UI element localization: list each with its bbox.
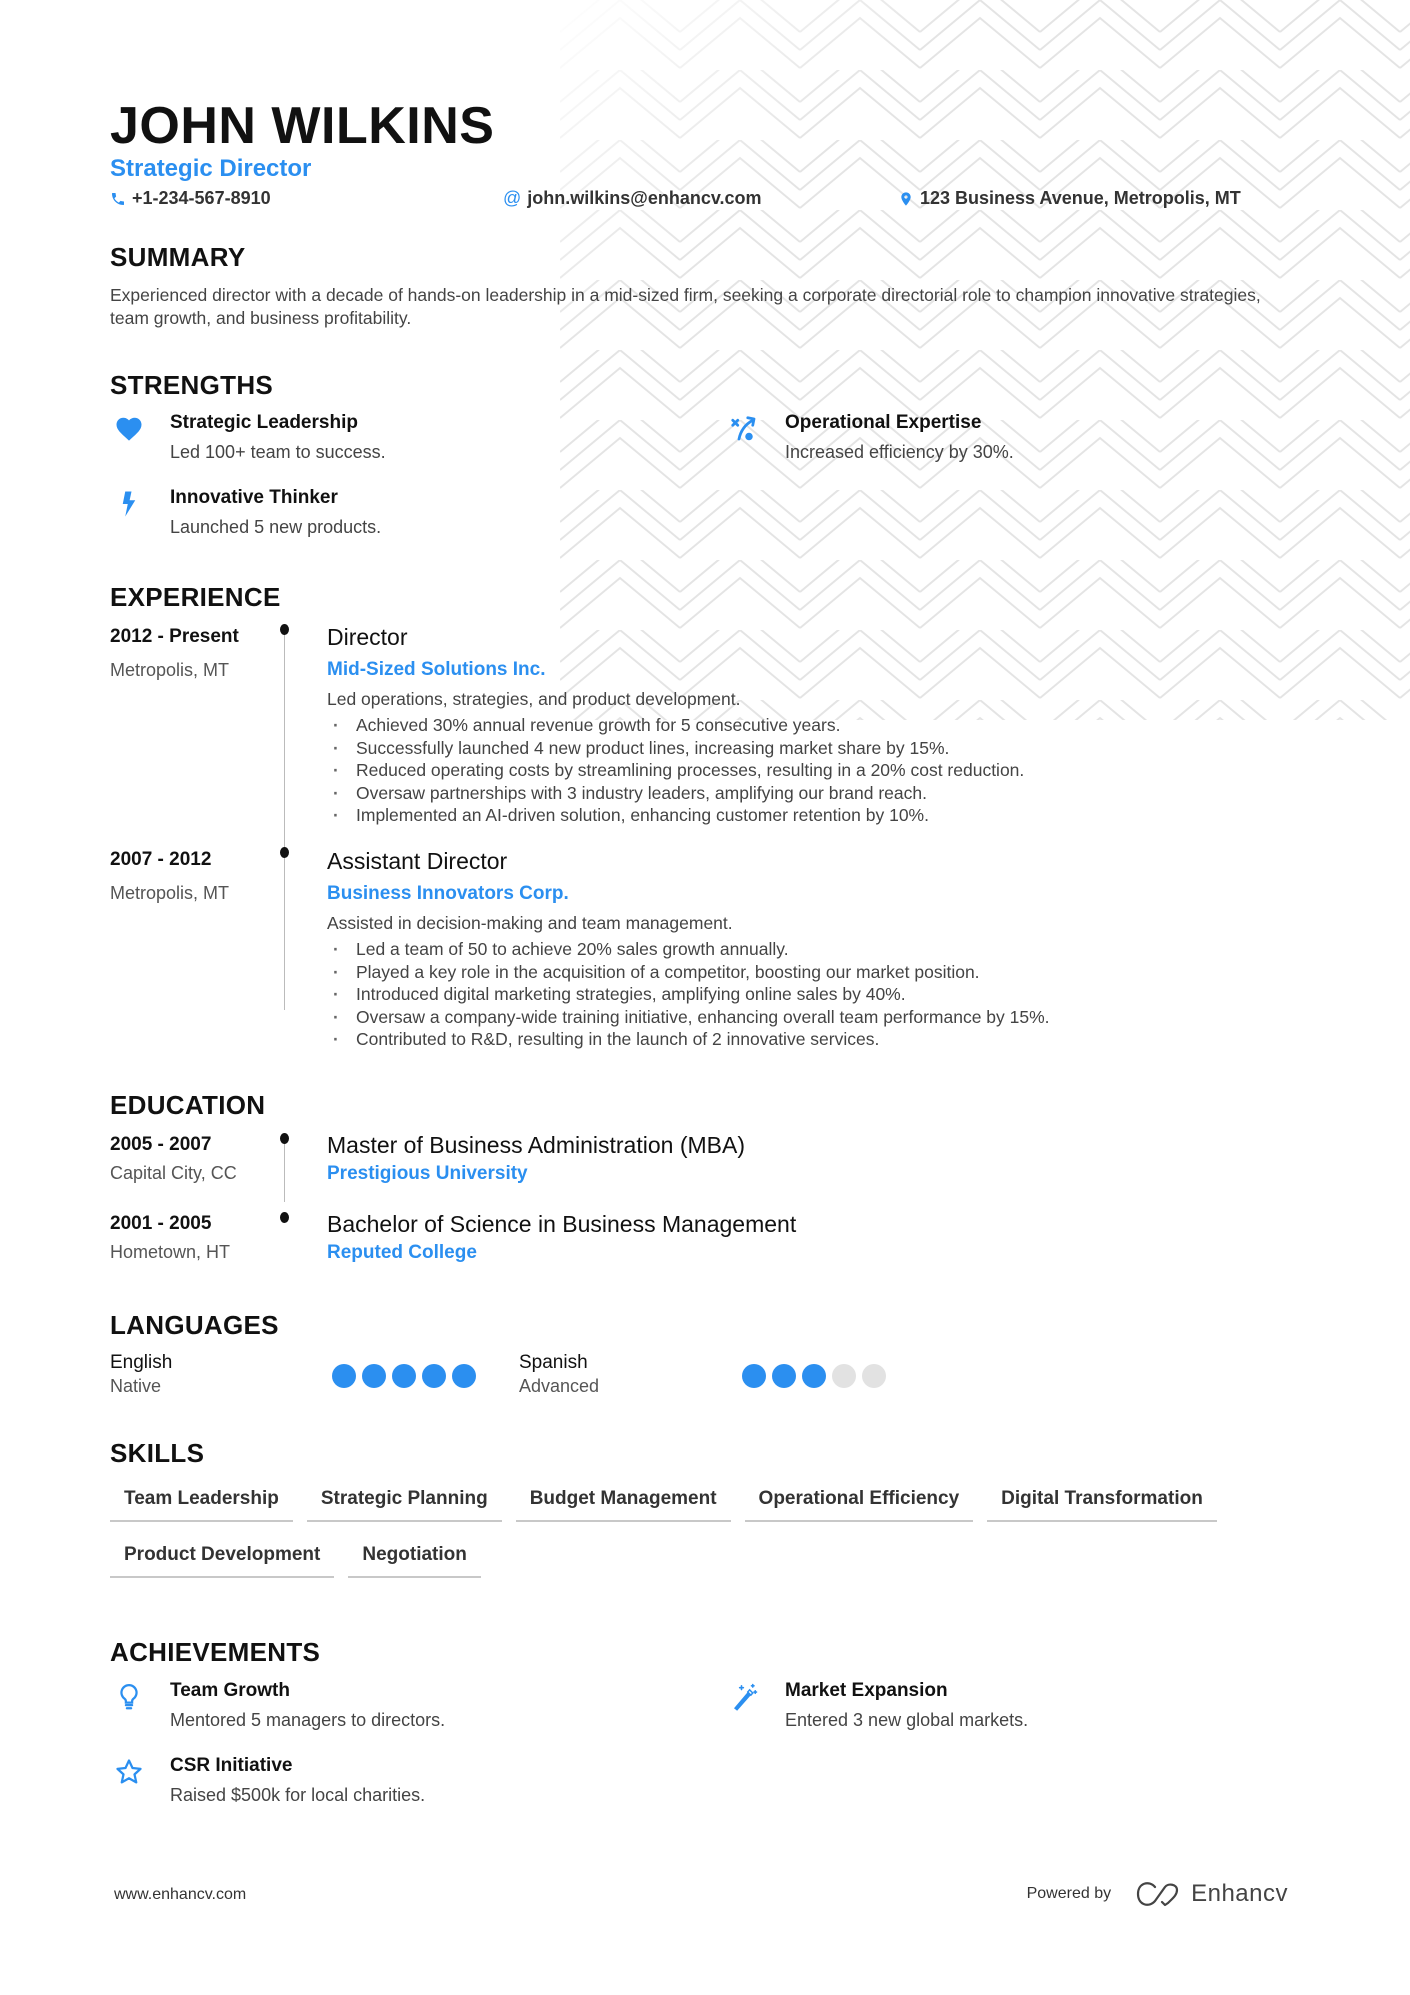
achievement-title: CSR Initiative: [170, 1755, 293, 1776]
experience-location: Metropolis, MT: [110, 883, 230, 903]
rating-dot-filled: [422, 1364, 446, 1388]
candidate-title: Strategic Director: [110, 155, 312, 182]
skill-tag: Digital Transformation: [987, 1488, 1217, 1522]
candidate-name: JOHN WILKINS: [110, 97, 495, 155]
achievement-title: Team Growth: [170, 1680, 290, 1701]
rating-dot-filled: [362, 1364, 386, 1388]
skill-tag: Strategic Planning: [307, 1488, 502, 1522]
strength-desc: Led 100+ team to success.: [170, 442, 386, 462]
skill-tag: Team Leadership: [110, 1488, 293, 1522]
strength-title: Operational Expertise: [785, 412, 982, 433]
experience-dates: 2007 - 2012: [110, 849, 212, 870]
heart-icon: [114, 414, 144, 444]
achievements-heading: ACHIEVEMENTS: [110, 1637, 321, 1667]
location-pin-icon: [898, 191, 914, 207]
timeline-dot: [280, 624, 289, 635]
lightning-icon: [114, 489, 144, 519]
language-name: English: [110, 1352, 173, 1373]
timeline-dot: [280, 847, 289, 858]
timeline-dot: [280, 1133, 289, 1144]
achievement-item: [110, 1755, 425, 1806]
enhancv-logo-icon: [1135, 1881, 1181, 1907]
skill-tag: Budget Management: [516, 1488, 731, 1522]
rating-dot-empty: [832, 1364, 856, 1388]
strength-desc: Launched 5 new products.: [170, 517, 382, 537]
education-dates: 2005 - 2007: [110, 1134, 212, 1155]
phone-icon: [110, 191, 126, 207]
school: Reputed College: [327, 1242, 477, 1263]
footer-website-link[interactable]: www.enhancv.com: [114, 1886, 247, 1903]
experience-meta: [110, 849, 260, 904]
rating-dot-filled: [392, 1364, 416, 1388]
at-icon: @: [503, 188, 522, 208]
contact-phone[interactable]: [110, 188, 271, 209]
strength-desc: Increased efficiency by 30%.: [785, 442, 1014, 462]
education-heading: EDUCATION: [110, 1090, 266, 1120]
job-role: Director: [327, 624, 408, 650]
location-text: 123 Business Avenue, Metropolis, MT: [920, 188, 1241, 208]
star-icon: [114, 1757, 144, 1787]
summary-text: Experienced director with a decade of hands-on leadership in a mid-sized firm, seeking a corporate directorial role to champion innovative strategies, team growth, and business profitability.: [110, 285, 1261, 328]
degree: Bachelor of Science in Business Management: [327, 1211, 797, 1237]
email-text: john.wilkins@enhancv.com: [527, 188, 762, 208]
job-bullet: · Introduced digital marketing strategies, amplifying online sales by 40%.: [327, 983, 1307, 1006]
strength-title: Strategic Leadership: [170, 412, 358, 433]
language-name: Spanish: [519, 1352, 588, 1373]
brand-logo: [1135, 1880, 1288, 1908]
brand-name: Enhancv: [1191, 1880, 1288, 1907]
rating-dot-filled: [802, 1364, 826, 1388]
language-level: Native: [110, 1376, 162, 1396]
timeline-line: [284, 1138, 285, 1202]
education-entry: [327, 1211, 1307, 1264]
education-location: Hometown, HT: [110, 1242, 231, 1262]
job-bullets: [327, 714, 1307, 827]
strength-title: Innovative Thinker: [170, 487, 338, 508]
experience-location: Metropolis, MT: [110, 660, 230, 680]
job-bullet: · Played a key role in the acquisition of a competitor, boosting our market position.: [327, 961, 1307, 984]
language-level: Advanced: [519, 1376, 600, 1396]
skill-tag: Negotiation: [348, 1544, 481, 1578]
strength-item: [725, 412, 1014, 463]
rating-dot-empty: [862, 1364, 886, 1388]
lightbulb-icon: [114, 1682, 144, 1712]
powered-by-label: Powered by: [1026, 1885, 1112, 1902]
education-location: Capital City, CC: [110, 1163, 237, 1183]
job-bullet: · Oversaw partnerships with 3 industry leaders, amplifying our brand reach.: [327, 782, 1307, 805]
skill-tag: Product Development: [110, 1544, 334, 1578]
skills-heading: SKILLS: [110, 1438, 205, 1468]
language-rating: [332, 1364, 476, 1388]
achievement-item: [110, 1680, 445, 1731]
contact-email[interactable]: [503, 188, 762, 209]
education-meta: [110, 1134, 260, 1184]
timeline-line: [284, 628, 285, 1010]
job-bullet: · Successfully launched 4 new product lines, increasing market share by 15%.: [327, 737, 1307, 760]
job-bullet: · Led a team of 50 to achieve 20% sales growth annually.: [327, 938, 1307, 961]
job-bullet: · Achieved 30% annual revenue growth for 5 consecutive years.: [327, 714, 1307, 737]
contact-location: [898, 188, 1241, 209]
achievement-desc: Mentored 5 managers to directors.: [170, 1710, 446, 1730]
strength-item: [110, 487, 381, 538]
job-description: Led operations, strategies, and product development.: [327, 689, 741, 709]
summary-heading: SUMMARY: [110, 242, 246, 272]
rating-dot-filled: [452, 1364, 476, 1388]
experience-meta: [110, 626, 260, 681]
experience-dates: 2012 - Present: [110, 626, 239, 647]
school: Prestigious University: [327, 1163, 528, 1184]
job-bullets: [327, 938, 1307, 1051]
job-bullet: · Reduced operating costs by streamlining processes, resulting in a 20% cost reduction.: [327, 759, 1307, 782]
language-rating: [742, 1364, 886, 1388]
background-chevron-pattern: [560, 0, 1410, 720]
footer-branding[interactable]: [1027, 1880, 1288, 1908]
skills-list: [110, 1488, 1310, 1578]
achievement-item: [725, 1680, 1028, 1731]
degree: Master of Business Administration (MBA): [327, 1132, 745, 1158]
strategy-icon: [729, 414, 759, 444]
job-bullet: · Implemented an AI-driven solution, enhancing customer retention by 10%.: [327, 804, 1307, 827]
strengths-heading: STRENGTHS: [110, 370, 274, 400]
achievement-title: Market Expansion: [785, 1680, 948, 1701]
job-bullet: · Oversaw a company-wide training initiative, enhancing overall team performance by 15%.: [327, 1006, 1307, 1029]
experience-heading: EXPERIENCE: [110, 582, 281, 612]
phone-text: +1-234-567-8910: [132, 188, 271, 208]
languages-heading: LANGUAGES: [110, 1310, 279, 1340]
job-bullet: · Contributed to R&D, resulting in the launch of 2 innovative services.: [327, 1028, 1307, 1051]
language-item: [519, 1352, 599, 1397]
achievement-desc: Raised $500k for local charities.: [170, 1785, 426, 1805]
job-role: Assistant Director: [327, 848, 508, 874]
job-company: Mid-Sized Solutions Inc.: [327, 659, 546, 680]
job-company: Business Innovators Corp.: [327, 883, 569, 904]
language-item: [110, 1352, 172, 1397]
education-meta: [110, 1213, 260, 1263]
rating-dot-filled: [742, 1364, 766, 1388]
achievement-desc: Entered 3 new global markets.: [785, 1710, 1029, 1730]
job-description: Assisted in decision-making and team management.: [327, 913, 733, 933]
rating-dot-filled: [332, 1364, 356, 1388]
experience-entry: [327, 848, 1307, 1051]
experience-entry: [327, 624, 1307, 827]
rating-dot-filled: [772, 1364, 796, 1388]
education-entry: [327, 1132, 1307, 1185]
skill-tag: Operational Efficiency: [745, 1488, 974, 1522]
magic-wand-icon: [729, 1682, 759, 1712]
strength-item: [110, 412, 386, 463]
education-dates: 2001 - 2005: [110, 1213, 212, 1234]
timeline-dot: [280, 1212, 289, 1223]
